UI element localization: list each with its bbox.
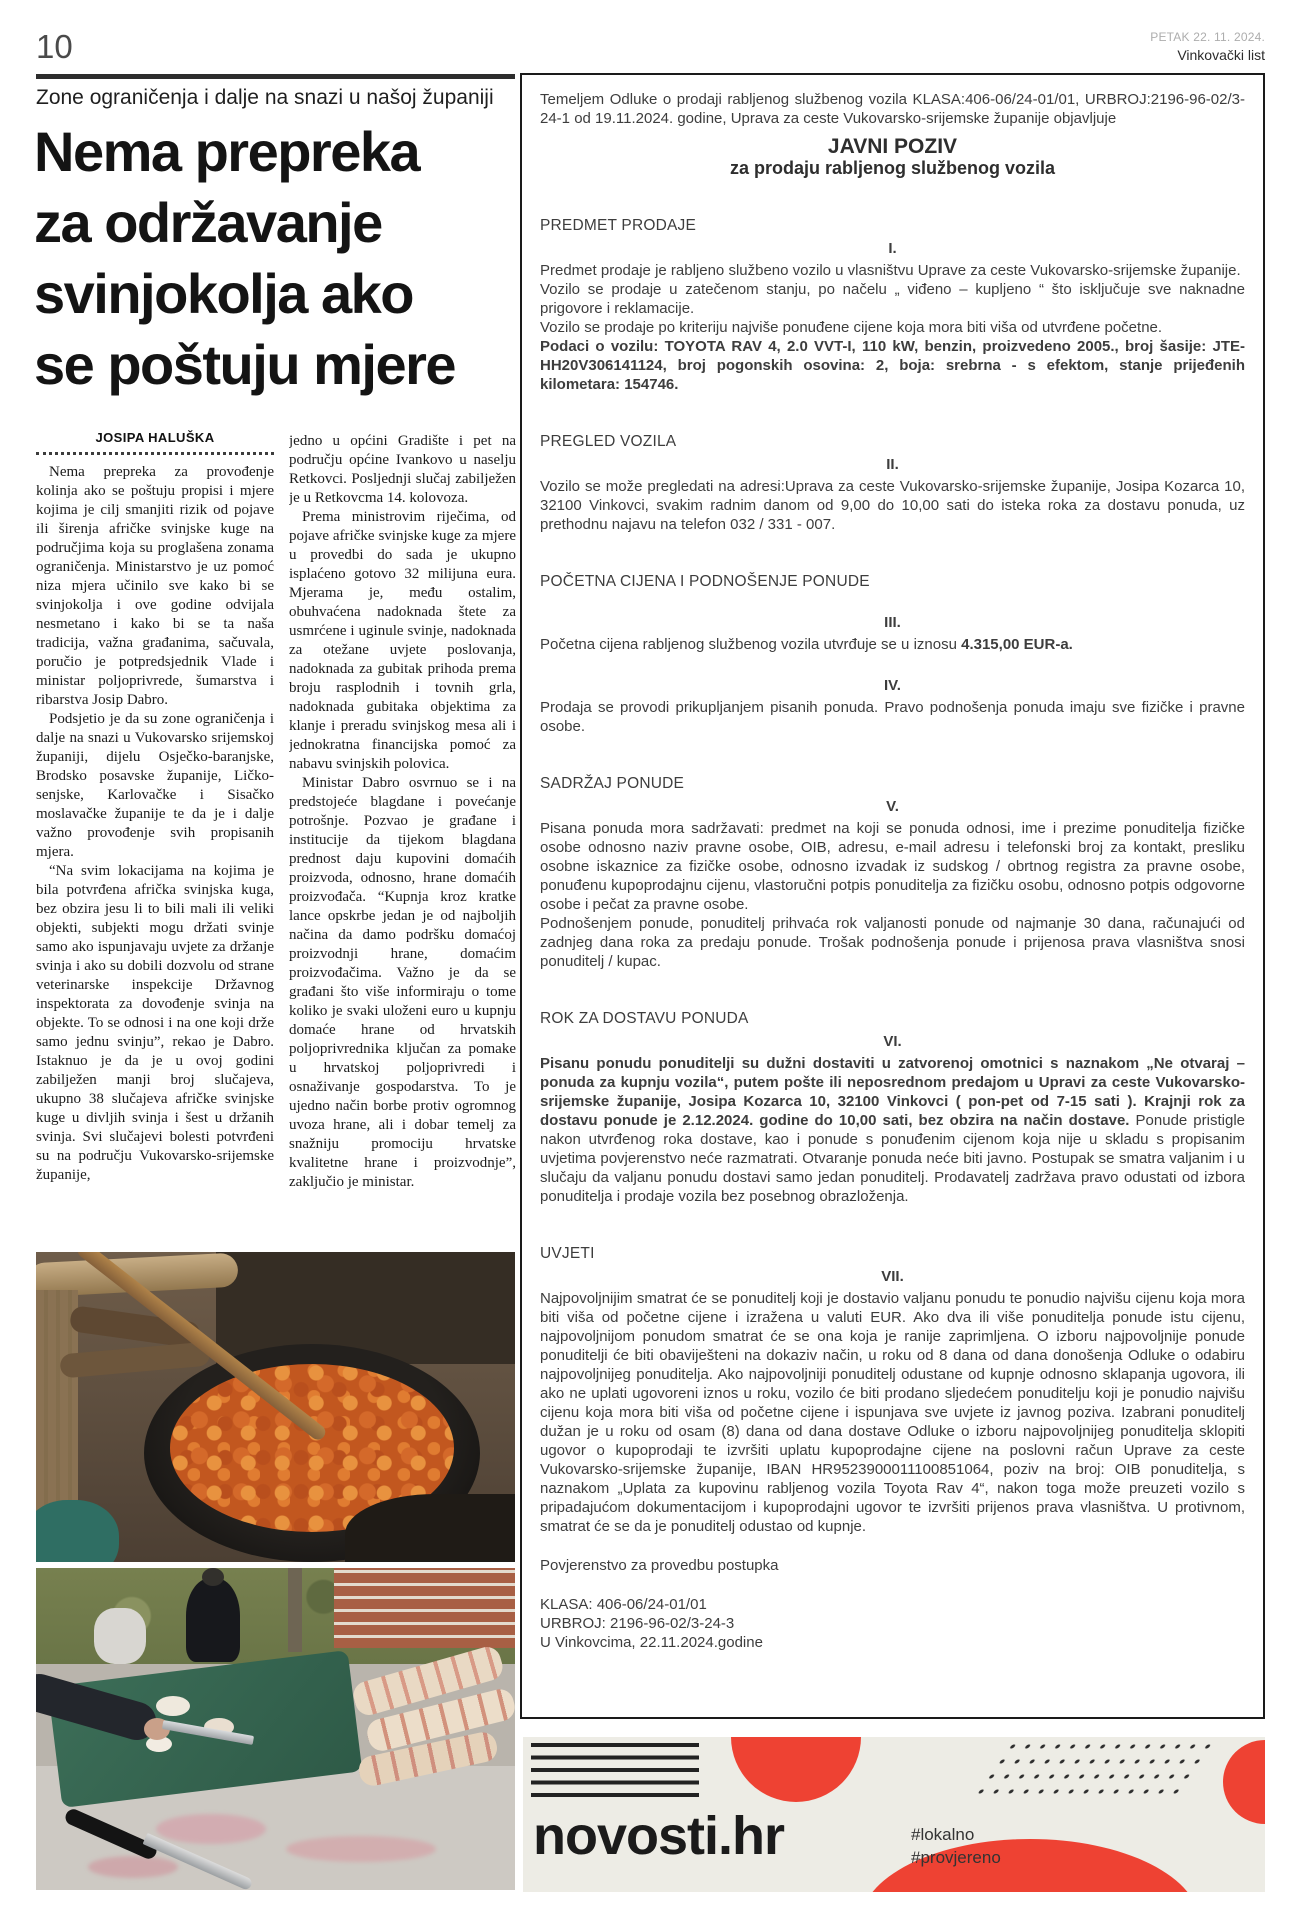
photo-shape: [59, 1342, 211, 1379]
notice-paragraph: [540, 1054, 1245, 1206]
vehicle-details: Podaci o vozilu: TOYOTA RAV 4, 2.0 VVT-I, 110 kW, benzin, proizvedeno 2005., broj šasije: JTE-HH20V306141124, broj pogonskih osovina: 2, boja: srebrna - s efektom, stanje prijeđenih kilometara: 154746.: [540, 338, 1245, 393]
notice-paragraph: Najpovoljnijim smatrat će se ponuditelj koji je dostavio valjanu ponudu te ponudio najvišu cijenu koja mora biti viša od početne cijene i izražena u valuti EUR. Ako dva ili više ponuditelja ponude istu cijenu, najpovoljnijom ponudom smatrat će se ona koja je ranije zaprimljena. O izboru najpovoljnije ponude ponuditelji će biti obaviješteni na dokaziv način, u roku od 8 dana od dana donošenja Odluke o odabiru najpovoljnijeg ponuditelja. Ako najpovoljniji ponuditelj odustane od kupnje odnosno sklapanja ugovora, ili ako ne uplati ugovoreni iznos u roku, vozilo će biti prodano sljedećem ponuditelju koji je ponudio najvišu cijenu koja mora biti viša od početne cijene i ispunjava sve uvjete iz javnog poziva. Izabrani ponuditelj dužan je u roku od osam (8) dana od dana dostave Odluke o izboru najpovoljnijeg ponuditelja sklopiti ugovor o kupoprodaji te izvršiti uplatu kupoprodajne cijene na poslovni račun Uprave za ceste Vukovarsko-srijemske županije, IBAN HR9523900011100851064, poziv na broj: OIB ponuditelja, s naznakom „Uplata za kupovinu rabljenog vozila Toyota Rav 4“, nakon toga može preuzeti vozilo s pripadajućom dokumentacijom i kupoprodajni ugovor te izvršiti prijenos prava vlasništva. U protivnom, smatrat će se da je ponuditelj odustao od kupnje.: [540, 1290, 1245, 1535]
article-paragraph: “Na svim lokacijama na kojima je bila potvrđena afrička svinjska kuga, bez obzira jesu li to bili mali ili veliki objekti, subjekti mogu držati svinje samo ako ispunjavaju uvjete za držanje svinja i ako su dobili dozvolu od strane veterinarske inspekcije Državnog inspektorata za dovođenje svinja na objekte. To se odnosi i na one koji drže samo jednu svinju”, rekao je Dabro. Istaknuo je da je u ovoj godini zabilježen manji broj slučajeva, ukupno 38 slučajeva afričke svinjske kuge u divljih svinja i šest u držanih svinja. Svi slučajevi bolesti potvrđeni su na području Vukovarsko-srijemske županije,: [36, 863, 274, 1183]
section-heading-pregled: PREGLED VOZILA: [540, 433, 677, 450]
publication-name: Vinkovački list: [1177, 47, 1265, 63]
issue-date: PETAK 22. 11. 2024.: [1150, 30, 1265, 44]
notice-paragraph: Predmet prodaje je rabljeno službeno vozilo u vlasništvu Uprave za ceste Vukovarsko-srijemske županije.: [540, 262, 1241, 279]
notice-paragraph: [540, 635, 1245, 654]
header-right: [1150, 30, 1265, 63]
dots-grid-decoration: [966, 1739, 1226, 1803]
article-paragraph: jedno u općini Gradište i pet na području općine Ivankovo u naselju Retkovci. Posljednji slučaj zabilježen je u Retkovcma 14. kolovoza.: [289, 433, 516, 506]
red-circle-decoration: [1223, 1740, 1265, 1824]
section-heading-predmet: PREDMET PRODAJE: [540, 217, 697, 234]
header-rule: [36, 74, 515, 79]
article-paragraph: Nema prepreka za provođenje kolinja ako se poštuju propisi i mjere kojima je cilj smanjiti rizik od pojave ili širenja afričke svinjske kuge na područjima koja su proglašena zonama ograničenja. Ministarstvo je uz pomoć niza mjera učinilo sve kako bi se svinjokolja i ove godine odvijala nesmetano i kako bi se ta naša tradicija, važna građanima, sačuvala, poručio je potpredsjednik Vlade i ministar poljoprivrede, šumarstva i ribarstva Josip Dabro.: [36, 464, 274, 708]
byline-dotted-rule: [36, 452, 274, 455]
price-text: Početna cijena rabljenog službenog vozila utvrđuje se u iznosu: [540, 636, 962, 653]
novosti-logo: novosti.hr: [533, 1806, 785, 1866]
notice-title: JAVNI POZIV: [827, 135, 958, 158]
red-circle-decoration: [731, 1737, 861, 1802]
public-notice-box: [520, 73, 1265, 1719]
photo-shape: [156, 1696, 190, 1716]
photo-shape: [94, 1608, 146, 1664]
section-heading-uvjeti: UVJETI: [540, 1245, 595, 1262]
hashtag-provjereno: #provjereno: [911, 1848, 1001, 1867]
stripes-decoration: [531, 1743, 699, 1803]
section-heading-cijena: POČETNA CIJENA I PODNOŠENJE PONUDE: [540, 573, 870, 590]
starting-price: 4.315,00 EUR-a.: [961, 636, 1073, 653]
page-number: 10: [36, 28, 73, 65]
photo-shape: [156, 1814, 266, 1844]
hashtag-lokalno: #lokalno: [911, 1825, 975, 1844]
klasa-line: KLASA: 406-06/24-01/01: [540, 1596, 707, 1613]
headline-line: za održavanje: [34, 191, 382, 254]
delivery-instructions-bold: Pisanu ponudu ponuditelji su dužni dostaviti u zatvorenoj omotnici s naznakom „Ne otvaraj – ponuda za kupnju vozila“, putem pošte ili neposrednom predajom u Upravi za ceste Vukovarsko-srijemske županije, Josipa Kozarca 10, 32100 Vinkovci ( pon-pet od 7-15 sati ). Krajnji rok za dostavu ponude je 2.12.2024. godine do 10,00 sati, bez obzira na način dostave.: [540, 1055, 1245, 1129]
notice-paragraph: Vozilo se može pregledati na adresi:Uprava za ceste Vukovarsko-srijemske županije, Josipa Kozarca 10, 32100 Vinkovci, svakim radnim danom od 9,00 do 10,00 sati do isteka roka za dostavu ponuda, uz prethodnu najavu na telefon 032 / 331 - 007.: [540, 478, 1245, 533]
section-number: I.: [888, 240, 897, 257]
headline-line: se poštuju mjere: [34, 333, 456, 396]
notice-intro: Temeljem Odluke o prodaji rabljenog službenog vozila KLASA:406-06/24-01/01, URBROJ:2196-96-02/3-24-1 od 19.11.2024. godine, Uprava za ceste Vukovarsko-srijemske županije objavljuje: [540, 91, 1245, 127]
notice-paragraph: Vozilo se prodaje po kriteriju najviše ponuđene cijene koja mora biti viša od utvrđene početne.: [540, 319, 1163, 336]
delivery-instructions: Ponude pristigle nakon utvrđenog roka dostave, kao i ponude s ponuđenim cijenom koja nije u skladu s propisanim uvjetima povjerenstvo neće razmatrati. Otvaranje ponuda neće biti javno. Postupak se smatra valjanim i u slučaju da valjanu ponudu dostavi samo jedan ponuditelj. Prodavatelj zadržava pravo odustati od izbora ponuditelja i prodaje vozila bez posebnog obrazloženja.: [540, 1112, 1245, 1205]
section-number: IV.: [884, 677, 901, 694]
article-paragraph: Prema ministrovim riječima, od pojave afričke svinjske kuge za mjere u provedbi do sada je ukupno isplaćeno gotovo 32 milijuna eura. Mjerama je, među ostalim, obuhvaćena nadoknada štete za usmrćene i uginule svinje, nadoknada za otežane uvjete poslovanja, nadoknada za gubitak prihoda prema broju rasplodnih i tovnih grla, nadoknada gubitaka objektima za klanje i preradu svinjskog mesa ali i jednokratna financijska pomoć za nabavu svinjskih polovica.: [289, 509, 516, 772]
section-number: III.: [884, 614, 901, 631]
notice-subtitle: za prodaju rabljenog službenog vozila: [729, 158, 1056, 178]
article-kicker: Zone ograničenja i dalje na snazi u našoj županiji: [36, 86, 494, 109]
article-column-1: [36, 463, 274, 1253]
committee-line: Povjerenstvo za provedbu postupka: [540, 1557, 779, 1574]
novosti-ad-banner: [523, 1737, 1265, 1892]
photo-shape: [216, 1252, 515, 1364]
place-date-line: U Vinkovcima, 22.11.2024.godine: [540, 1634, 763, 1651]
notice-paragraph: Pisana ponuda mora sadržavati: predmet na koji se ponuda odnosi, ime i prezime ponuditelja fizičke osobe odnosno naziv pravne osobe, OIB, adresu, e-mail adresu i telefonski broj za kontakt, presliku osobne iskaznice za fizičke osobe, odnosno izvadak iz sudskog / obrtnog registra za pravne osobe, ponuđenu kupoprodajnu cijenu, vlastoručni potpis ponuditelja za fizičku osobu, odnosno potpis odgovorne osobe i pečat za pravne osobe.: [540, 820, 1245, 913]
section-number: VII.: [881, 1268, 904, 1285]
urbroj-line: URBROJ: 2196-96-02/3-24-3: [540, 1615, 735, 1632]
article-paragraph: Ministar Dabro osvrnuo se i na predstojeće blagdane i povećanje potrošnje. Pozvao je građane i institucije da tijekom blagdana prednost daju kupovini domaćih proizvoda, odnosno, hrane domaćih proizvođača. “Kupnja kroz kratke lance opskrbe jedan je od najboljih načina da damo podršku domaćoj proizvodnji hrane, domaćim proizvođačima. Važno je da se građani što više informiraju o tome koliko je svaki uloženi euro u kupnju domaće hrane od hrvatskih poljoprivrednika ključan za pomake u hrvatskoj poljoprivredi i osnaživanje gospodarstva. To je ujedno način borbe protiv ogromnog uvoza hrane, ali i dobar temelj za snažniju promociju hrvatske kvalitetne hrane i proizvodnje”, zaključio je ministar.: [289, 775, 516, 1190]
photo-shape: [286, 1836, 436, 1862]
photo-shape: [88, 1856, 178, 1878]
photo-shape: [202, 1568, 224, 1586]
notice-paragraph: Vozilo se prodaje u zatečenom stanju, po načelu „ viđeno – kupljeno “ što isključuje sve naknadne prigovore i reklamacije.: [540, 281, 1245, 317]
section-heading-rok: ROK ZA DOSTAVU PONUDA: [540, 1010, 749, 1027]
article-paragraph: Podsjetio je da su zone ograničenja i dalje na snazi u Vukovarsko srijemskoj županiji, dijelu Osječko-baranjske, Brodsko posavske županije, Ličko-senjske, Karlovačke i Sisačko moslavačke županije te da je i dalje važno provođenje svih propisanih mjera.: [36, 711, 274, 860]
section-number: V.: [886, 798, 899, 815]
section-number: II.: [886, 456, 899, 473]
photo-shape: [36, 1500, 119, 1562]
section-number: VI.: [883, 1033, 902, 1050]
notice-paragraph: Prodaja se provodi prikupljanjem pisanih ponuda. Pravo podnošenja ponuda imaju sve fizičke i pravne osobe.: [540, 699, 1245, 735]
photo-brick-wall: [334, 1568, 515, 1648]
photo-meat-preparation: [36, 1568, 515, 1890]
photo-person: [186, 1578, 240, 1662]
ad-hashtags: [911, 1823, 1001, 1869]
notice-paragraph: Podnošenjem ponude, ponuditelj prihvaća rok valjanosti ponude od najmanje 30 dana, računajući od zadnjeg dana roka za predaju ponude. Trošak podnošenja ponude i prijenosa prava vlasništva snosi ponuditelj / kupac.: [540, 915, 1245, 970]
headline-line: Nema prepreka: [34, 120, 420, 183]
headline-line: svinjokolja ako: [34, 262, 413, 325]
article-column-2: [289, 432, 516, 1214]
photo-shape: [288, 1568, 302, 1652]
photo-cauldron-cooking: [36, 1252, 515, 1562]
article-byline: JOSIPA HALUŠKA: [95, 430, 215, 445]
article-headline: [34, 116, 520, 400]
section-heading-sadrzaj: SADRŽAJ PONUDE: [540, 775, 685, 792]
